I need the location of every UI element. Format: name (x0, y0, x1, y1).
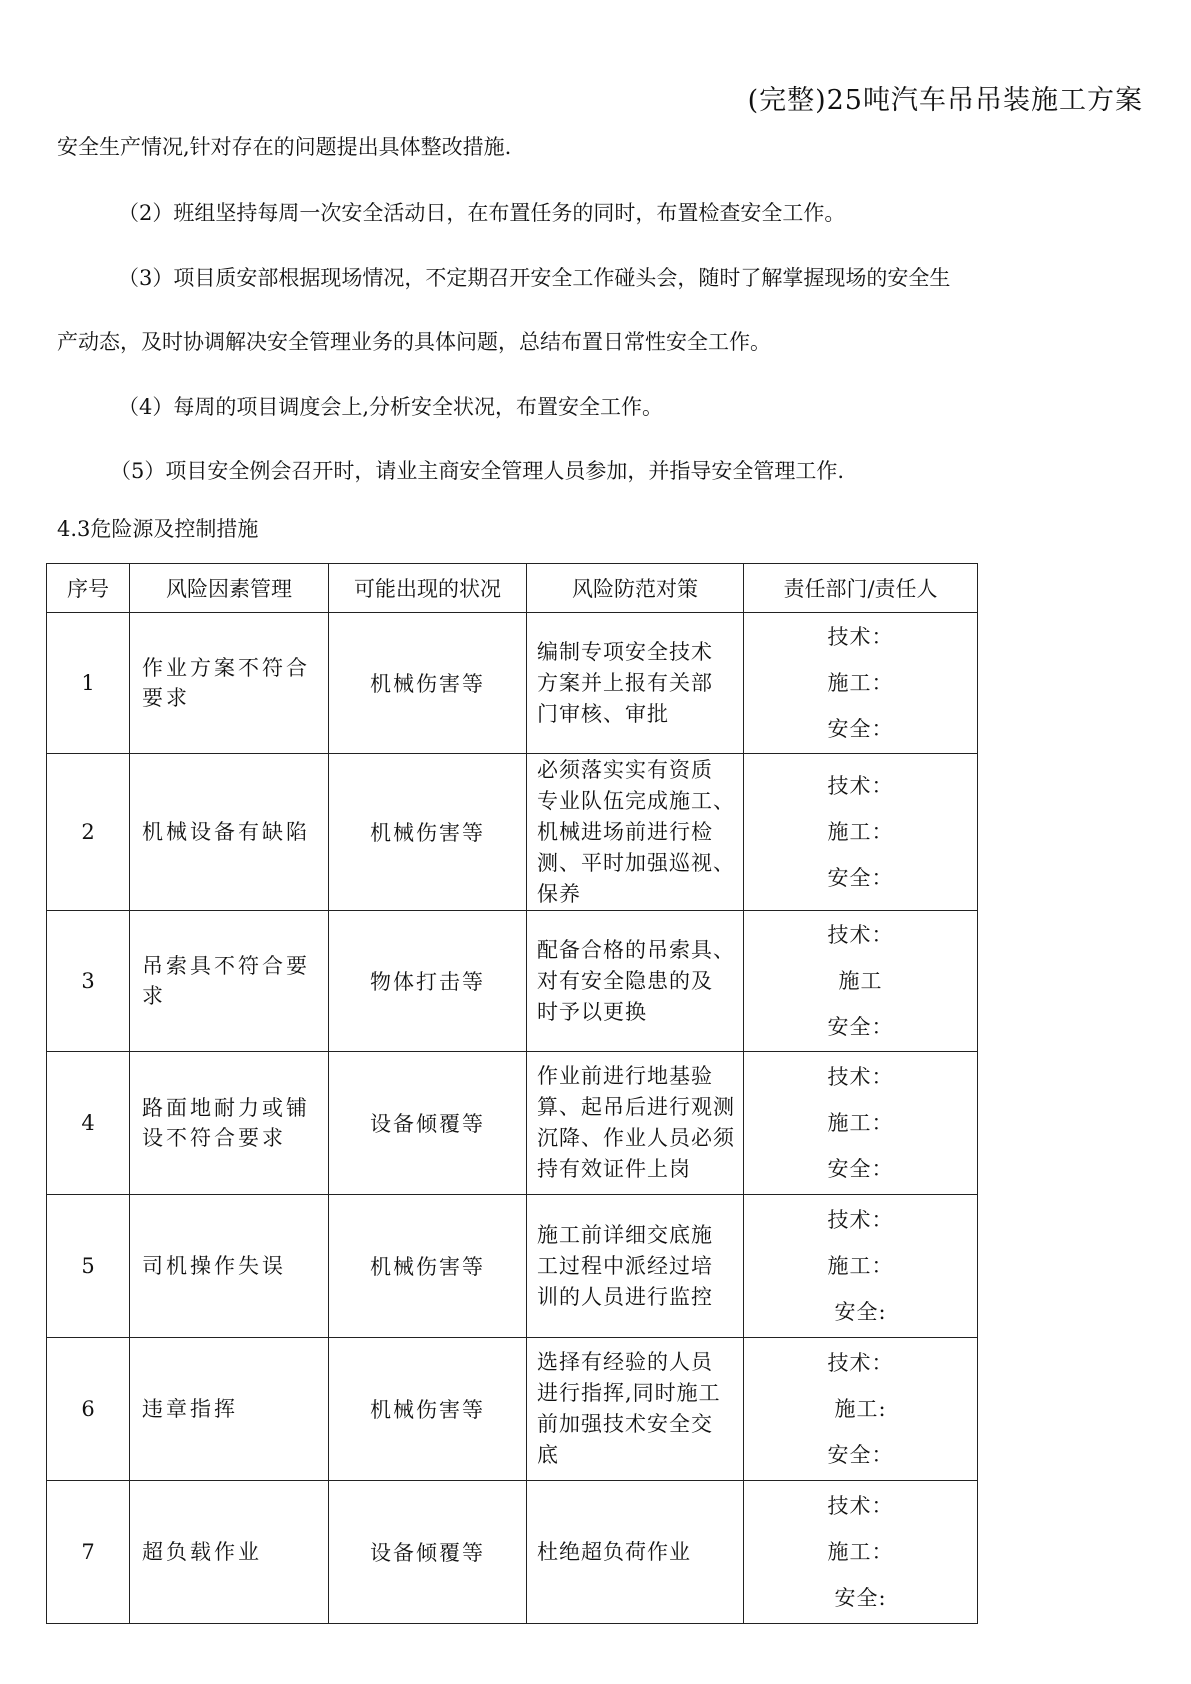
situation-cell: 机械伤害等 (329, 613, 527, 754)
risk-factor-line: 机械设备有缺陷 (142, 820, 310, 844)
resp-technical: 技术： (827, 1208, 894, 1232)
risk-factor-line: 违章指挥 (142, 1397, 238, 1421)
header-prevention-measure: 风险防范对策 (527, 564, 744, 613)
situation-cell: 机械伤害等 (329, 1338, 527, 1481)
row-number: 5 (47, 1195, 130, 1338)
header-possible-situation: 可能出现的状况 (329, 564, 527, 613)
paragraph-continuation: 安全生产情况,针对存在的问题提出具体整改措施. (57, 135, 512, 159)
measure-line: 前加强技术安全交 (537, 1412, 713, 1436)
risk-factor-cell (130, 754, 329, 911)
measure-line: 门审核、审批 (537, 701, 669, 726)
risk-factor-line: 要求 (142, 686, 190, 710)
risk-factor-line: 作业方案不符合 (142, 656, 310, 680)
responsibility-cell (744, 1052, 978, 1195)
resp-technical: 技术： (827, 923, 894, 947)
resp-technical: 技术： (827, 774, 894, 798)
table-row (47, 1338, 978, 1481)
resp-safety: 安全： (827, 866, 894, 890)
measure-line: 算、起吊后进行观测 (537, 1095, 735, 1119)
table-row (47, 1195, 978, 1338)
risk-control-table (46, 563, 978, 1624)
header-serial-number: 序号 (47, 564, 130, 613)
situation-cell: 机械伤害等 (329, 1195, 527, 1338)
resp-construction: 施工： (827, 1254, 894, 1278)
resp-safety: 安全： (827, 717, 894, 741)
row-number: 2 (47, 754, 130, 911)
risk-factor-cell (130, 911, 329, 1052)
measure-line: 进行指挥,同时施工 (537, 1381, 721, 1405)
measure-line: 测、平时加强巡视、 (537, 850, 735, 875)
resp-construction: 施工： (827, 820, 894, 844)
row-number: 6 (47, 1338, 130, 1481)
measure-line: 方案并上报有关部 (537, 670, 713, 695)
resp-safety: 安全： (827, 1443, 894, 1467)
table-row (47, 1481, 978, 1624)
resp-technical: 技术： (827, 1494, 894, 1518)
measure-line: 作业前进行地基验 (537, 1064, 713, 1088)
risk-factor-cell (130, 1052, 329, 1195)
measure-line: 杜绝超负荷作业 (537, 1539, 691, 1564)
resp-construction: 施工: (834, 1397, 887, 1421)
document-header-title: (完整)25吨汽车吊吊装施工方案 (747, 85, 1143, 116)
resp-technical: 技术： (827, 625, 894, 649)
risk-factor-line: 设不符合要求 (142, 1126, 286, 1150)
resp-safety: 安全: (834, 1300, 887, 1324)
responsibility-cell (744, 754, 978, 911)
situation-cell: 物体打击等 (329, 911, 527, 1052)
measure-line: 选择有经验的人员 (537, 1350, 713, 1374)
table-row (47, 1052, 978, 1195)
risk-factor-line: 超负载作业 (142, 1540, 262, 1564)
measure-line: 对有安全隐患的及 (537, 968, 713, 993)
measure-cell (527, 1195, 744, 1338)
resp-technical: 技术： (827, 1065, 894, 1089)
resp-safety: 安全： (827, 1015, 894, 1039)
risk-factor-cell (130, 1338, 329, 1481)
table-header-row (47, 564, 978, 613)
responsibility-cell (744, 1195, 978, 1338)
measure-line: 专业队伍完成施工、 (537, 788, 735, 813)
measure-line: 机械进场前进行检 (537, 819, 713, 844)
resp-construction: 施工 (838, 969, 883, 993)
row-number: 4 (47, 1052, 130, 1195)
measure-line: 底 (537, 1443, 559, 1467)
row-number: 1 (47, 613, 130, 754)
measure-line: 施工前详细交底施 (537, 1222, 713, 1247)
section-heading: 4.3危险源及控制措施 (57, 517, 259, 541)
responsibility-cell (744, 1338, 978, 1481)
resp-construction: 施工： (827, 1111, 894, 1135)
measure-line: 编制专项安全技术 (537, 639, 713, 664)
situation-cell: 机械伤害等 (329, 754, 527, 911)
measure-line: 训的人员进行监控 (537, 1284, 713, 1309)
resp-safety: 安全: (834, 1586, 887, 1610)
measure-line: 持有效证件上岗 (537, 1157, 691, 1181)
situation-cell: 设备倾覆等 (329, 1481, 527, 1624)
measure-cell (527, 1481, 744, 1624)
measure-line: 配备合格的吊索具、 (537, 937, 735, 962)
measure-line: 时予以更换 (537, 999, 647, 1024)
resp-construction: 施工： (827, 671, 894, 695)
risk-factor-cell (130, 613, 329, 754)
measure-line: 工过程中派经过培 (537, 1253, 713, 1278)
table-row (47, 754, 978, 911)
situation-cell: 设备倾覆等 (329, 1052, 527, 1195)
header-risk-factor: 风险因素管理 (130, 564, 329, 613)
paragraph-item-4: （4）每周的项目调度会上,分析安全状况，布置安全工作。 (118, 395, 664, 419)
row-number: 3 (47, 911, 130, 1052)
risk-factor-line: 路面地耐力或铺 (142, 1096, 310, 1120)
risk-factor-cell (130, 1481, 329, 1624)
measure-cell (527, 1338, 744, 1481)
risk-factor-cell (130, 1195, 329, 1338)
paragraph-item-5: （5）项目安全例会召开时，请业主商安全管理人员参加，并指导安全管理工作. (110, 459, 845, 483)
responsibility-cell (744, 613, 978, 754)
paragraph-item-3: （3）项目质安部根据现场情况，不定期召开安全工作碰头会，随时了解掌握现场的安全生 (118, 266, 951, 290)
paragraph-item-3-continued: 产动态，及时协调解决安全管理业务的具体问题，总结布置日常性安全工作。 (57, 330, 771, 354)
resp-technical: 技术： (827, 1351, 894, 1375)
measure-line: 沉降、作业人员必须 (537, 1126, 735, 1150)
resp-construction: 施工： (827, 1540, 894, 1564)
paragraph-item-2: （2）班组坚持每周一次安全活动日，在布置任务的同时，布置检查安全工作。 (118, 201, 846, 225)
row-number: 7 (47, 1481, 130, 1624)
measure-cell (527, 613, 744, 754)
table-row (47, 613, 978, 754)
risk-factor-line: 求 (142, 984, 166, 1008)
resp-safety: 安全： (827, 1157, 894, 1181)
measure-cell (527, 911, 744, 1052)
risk-factor-line: 司机操作失误 (142, 1254, 286, 1278)
responsibility-cell (744, 911, 978, 1052)
measure-line: 必须落实实有资质 (537, 757, 713, 782)
measure-cell (527, 1052, 744, 1195)
header-responsible-party: 责任部门/责任人 (744, 564, 978, 613)
table-row (47, 911, 978, 1052)
risk-factor-line: 吊索具不符合要 (142, 954, 310, 978)
responsibility-cell (744, 1481, 978, 1624)
measure-line: 保养 (537, 881, 581, 906)
measure-cell (527, 754, 744, 911)
